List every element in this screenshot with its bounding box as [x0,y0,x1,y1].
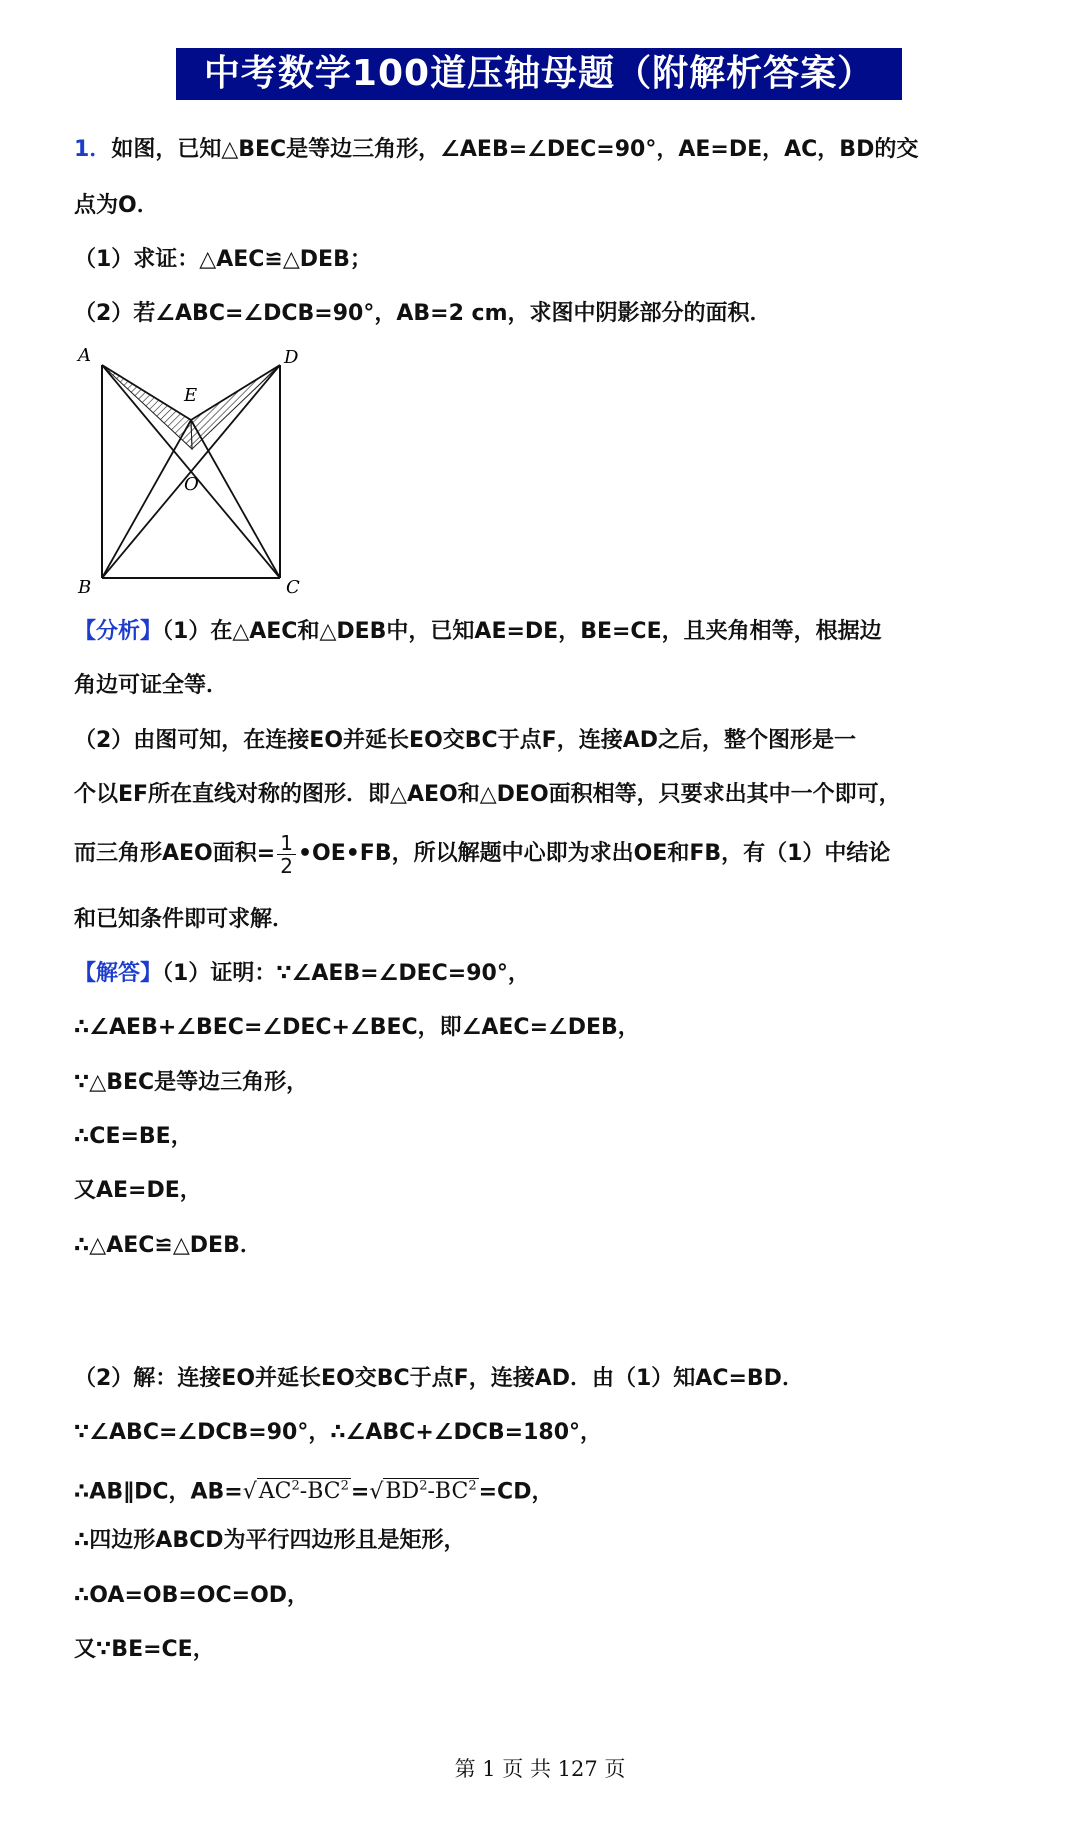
label-o: O [184,474,199,495]
analysis-line-3: （2）由图可知，在连接EO并延长EO交BC于点F，连接AD之后，整个图形是一 [74,728,857,753]
answer-part2-line-1: （2）解：连接EO并延长EO交BC于点F，连接AD．由（1）知AC=BD． [74,1366,804,1391]
analysis-line-1 [74,616,882,648]
answer-part2-text-3b: =CD， [478,1479,554,1505]
page-footer: 第 1 页 共 127 页 [454,1757,626,1781]
answer-line-3: ∵△BEC是等边三角形， [74,1070,309,1095]
analysis-tag: 【分析】 [74,619,163,644]
answer-part2-text-3a: ∴AB∥DC，AB= [74,1479,243,1505]
problem-line-1 [74,134,918,166]
answer-part2-line-2: ∵∠ABC=∠DCB=90°，∴∠ABC+∠DCB=180°， [74,1420,603,1445]
answer-line-6: ∴△AEC≌△DEB． [74,1233,262,1258]
answer-line-5: 又AE=DE， [74,1178,202,1203]
answer-part2-line-3 [74,1466,553,1508]
answer-tag: 【解答】 [74,961,163,986]
label-b: B [78,577,92,598]
answer-part2-line-6: 又∵BE=CE， [74,1637,215,1662]
answer-part2-line-5: ∴OA=OB=OC=OD， [74,1583,310,1608]
answer-line-1 [74,958,530,990]
analysis-line-5 [74,830,890,878]
equals-sign: = [350,1479,370,1505]
geometry-figure [72,345,322,600]
label-e: E [184,385,198,406]
analysis-line-2: 角边可证全等． [74,673,229,698]
sqrt-expression-1: $√AC^2-BC^2$ [242,1479,349,1505]
analysis-text-1: （1）在△AEC和△DEB中，已知AE=DE，BE=CE，且夹角相等，根据边 [162,619,882,644]
answer-part2-line-4: ∴四边形ABCD为平行四边形且是矩形， [74,1528,466,1553]
answer-line-4: ∴CE=BE， [74,1124,193,1149]
question-1: （1）求证：△AEC≌△DEB； [74,247,372,272]
answer-line-2: ∴∠AEB+∠BEC=∠DEC+∠BEC，即∠AEC=∠DEB， [74,1015,640,1040]
label-a: A [78,345,91,366]
answer-text-1: （1）证明：∵∠AEB=∠DEC=90°， [162,961,530,986]
analysis-line-4: 个以EF所在直线对称的图形．即△AEO和△DEO面积相等，只要求出其中一个即可， [74,782,901,807]
question-2: （2）若∠ABC=∠DCB=90°，AB=2 cm，求图中阴影部分的面积． [74,301,772,326]
problem-number: 1． [74,137,112,162]
fraction-one-half: $\frac{1}{2}$ [277,832,296,877]
label-c: C [286,577,300,598]
page-title: 中考数学100道压轴母题（附解析答案） [176,48,902,100]
problem-text-1: 如图，已知△BEC是等边三角形，∠AEB=∠DEC=90°，AE=DE，AC，BD的交 [111,137,919,162]
analysis-text-5b: •OE•FB，所以解题中心即为求出OE和FB，有（1）中结论 [297,841,891,866]
shaded-region-left [102,365,192,449]
analysis-text-5a: 而三角形AEO面积= [74,841,276,866]
label-d: D [284,347,299,368]
problem-line-2: 点为O． [74,193,159,218]
sqrt-expression-2: $√BD^2-BC^2$ [369,1479,477,1505]
analysis-line-6: 和已知条件即可求解． [74,907,295,932]
shaded-region-right [191,365,280,449]
